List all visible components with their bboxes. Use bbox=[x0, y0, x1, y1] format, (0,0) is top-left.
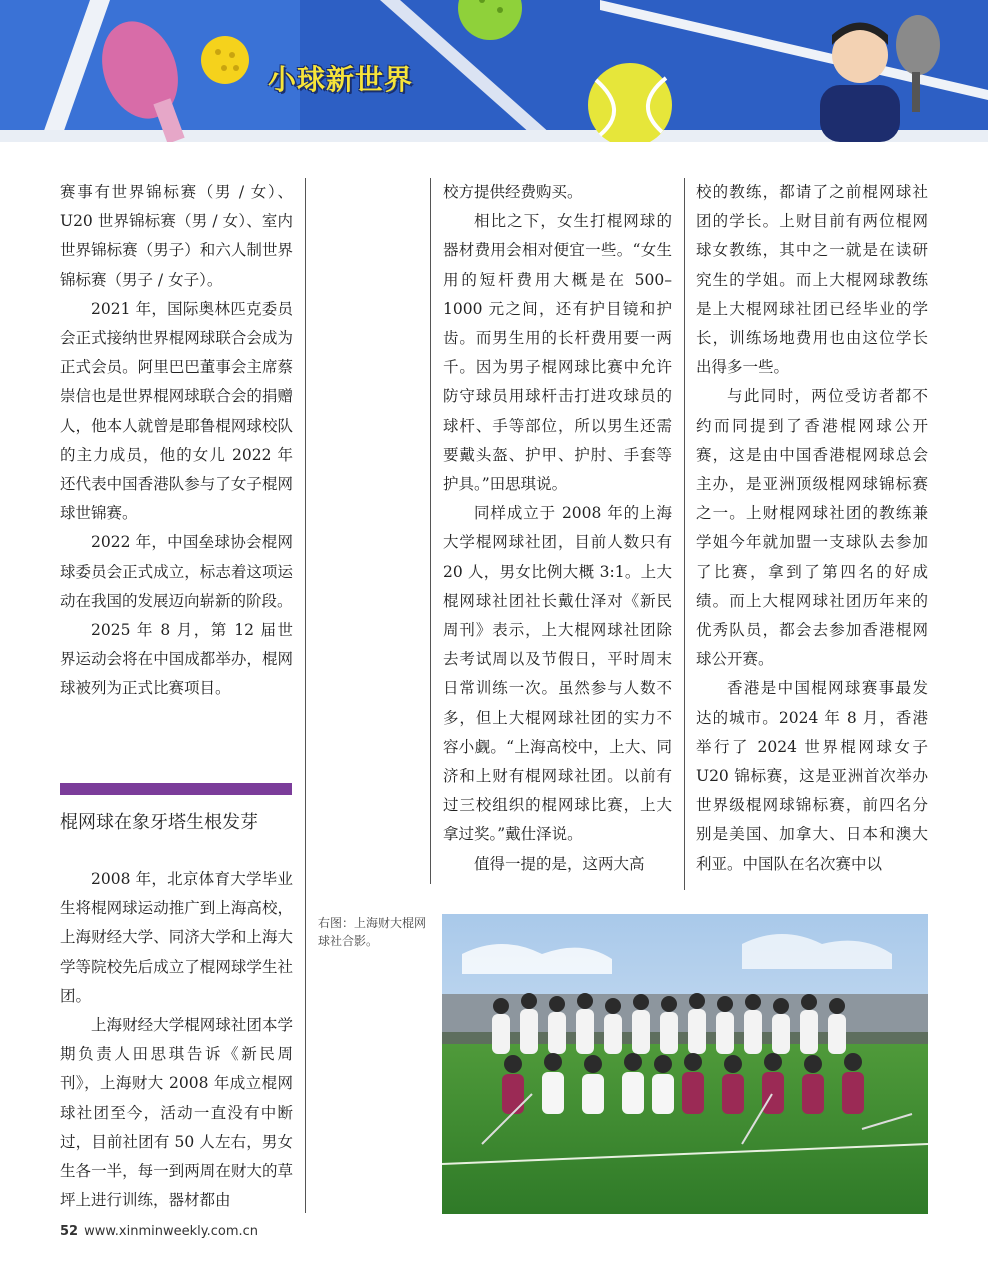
paragraph: 相比之下，女生打棍网球的器材费用会相对便宜一些。“女生用的短杆费用大概是在 500–1000 元之间，还有护目镜和护齿。而男生用的长杆费用要一两千。因为男子棍网球比赛中允许防守球员用球杆击打进攻球员的球杆、手等部位，所以男生还需要戴头盔、护甲、护肘、手套等护具。”田思琪说。 bbox=[443, 212, 672, 494]
website-url: www.xinminweekly.com.cn bbox=[84, 1224, 259, 1239]
page-footer bbox=[60, 1224, 258, 1239]
paragraph: 赛事有世界锦标赛（男 / 女）、U20 世界锦标赛（男 / 女）、室内世界锦标赛（男子）和六人制世界锦标赛（男子 / 女子）。 bbox=[60, 183, 293, 289]
text-column-2 bbox=[443, 178, 672, 879]
paragraph: 2022 年，中国垒球协会棍网球委员会正式成立，标志着这项运动在我国的发展迈向崭新的阶段。 bbox=[60, 533, 293, 610]
photo-caption: 右图：上海财大棍网球社合影。 bbox=[318, 916, 427, 948]
header-banner bbox=[0, 0, 988, 142]
paragraph: 2021 年，国际奥林匹克委员会正式接纳世界棍网球联合会成为正式会员。阿里巴巴董事会主席蔡崇信也是世界棍网球联合会的捐赠人，他本人就曾是耶鲁棍网球校队的主力成员，他的女儿 2022 年还代表中国香港队参与了女子棍网球世锦赛。 bbox=[60, 299, 293, 523]
text-column-1 bbox=[60, 178, 293, 704]
section-divider-bar bbox=[60, 783, 292, 795]
banner-illustration bbox=[0, 0, 988, 142]
paragraph: 与此同时，两位受访者都不约而同提到了香港棍网球公开赛，这是由中国香港棍网球总会主办，是亚洲顶级棍网球锦标赛之一。上财棍网球社团的教练兼学姐今年就加盟一支球队去参加了比赛，拿到了第四名的好成绩。而上大棍网球社团历年来的优秀队员，都会去参加香港棍网球公开赛。 bbox=[696, 387, 928, 669]
page-number: 52 bbox=[60, 1224, 79, 1239]
paragraph: 香港是中国棍网球赛事最发达的城市。2024 年 8 月，香港举行了 2024 世界棍网球女子 U20 锦标赛，这是亚洲首次举办世界级棍网球锦标赛，前四名分别是美国、加拿大、日本和澳大利亚。中国队在名次赛中以 bbox=[696, 679, 928, 873]
text-column-1-continued bbox=[60, 865, 293, 1215]
paragraph: 同样成立于 2008 年的上海大学棍网球社团，目前人数只有 20 人，男女比例大概 3:1。上大棍网球社团社长戴仕泽对《新民周刊》表示，上大棍网球社团除去考试周以及节假日，平时周末日常训练一次。虽然参与人数不多，但上大棍网球社团的实力不容小觑。“上海高校中，上大、同济和上财有棍网球社团。以前有过三校组织的棍网球比赛，上大拿过奖。”戴仕泽说。 bbox=[443, 504, 672, 844]
paragraph: 校的教练，都请了之前棍网球社团的学长。上财目前有两位棍网球女教练，其中之一就是在读研究生的学姐。而上大棍网球教练是上大棍网球社团已经毕业的学长，训练场地费用也由这位学长出得多一些。 bbox=[696, 183, 928, 377]
pickleball-icon bbox=[201, 36, 249, 84]
column-divider bbox=[305, 178, 306, 1213]
banner-title: 小球新世界 bbox=[268, 63, 414, 96]
team-photo bbox=[442, 914, 928, 1214]
column-divider bbox=[430, 178, 431, 884]
paragraph: 校方提供经费购买。 bbox=[443, 183, 583, 201]
paragraph: 2008 年，北京体育大学毕业生将棍网球运动推广到上海高校，上海财经大学、同济大学和上海大学等院校先后成立了棍网球学生社团。 bbox=[60, 870, 293, 1005]
column-divider bbox=[684, 178, 685, 890]
text-column-3 bbox=[696, 178, 928, 879]
paragraph: 2025 年 8 月，第 12 届世界运动会将在中国成都举办，棍网球被列为正式比赛项目。 bbox=[60, 621, 293, 698]
section-heading: 棍网球在象牙塔生根发芽 bbox=[60, 812, 258, 833]
paragraph: 上海财经大学棍网球社团本学期负责人田思琪告诉《新民周刊》，上海财大 2008 年成立棍网球社团至今，活动一直没有中断过，目前社团有 50 人左右，男女生各一半，每一到两周在财大的草坪上进行训练，器材都由 bbox=[60, 1016, 293, 1210]
paragraph: 值得一提的是，这两大高 bbox=[474, 854, 645, 873]
